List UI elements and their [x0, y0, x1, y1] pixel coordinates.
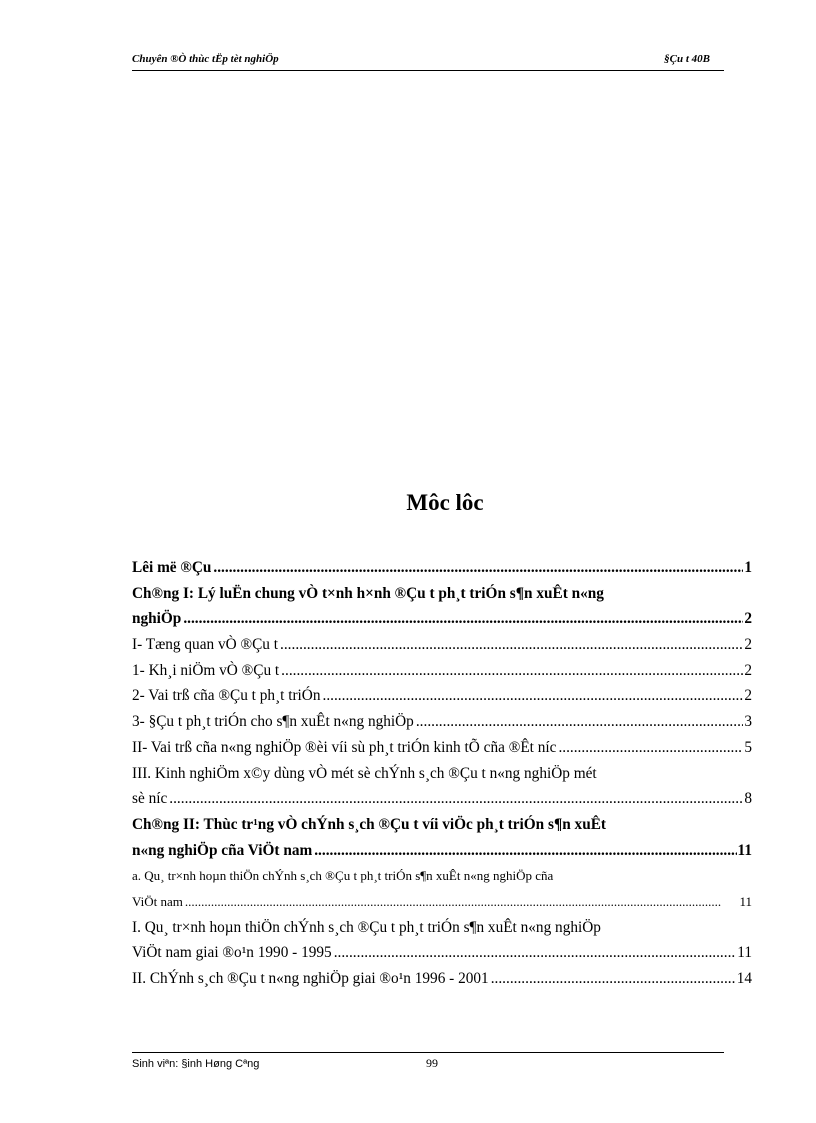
- page-header: [132, 52, 724, 71]
- toc-dot-leader: [183, 606, 743, 632]
- header-title: Chuyên ®Ò thùc tËp tèt nghiÖp: [132, 53, 279, 65]
- toc-page-number: 1: [744, 559, 752, 576]
- toc-entry-text: ViÖt nam: [132, 893, 183, 909]
- toc-entry: [132, 658, 752, 684]
- toc-entry: [132, 632, 752, 658]
- toc-dot-leader: [558, 735, 743, 761]
- toc-entry-text: a. Qu¸ tr×nh hoµn thiÖn chÝnh s¸ch ®Çu t ph¸t triÓn s¶n xuÊt n«ng nghiÖp cña: [132, 868, 554, 884]
- toc-dot-leader: [323, 683, 744, 709]
- toc-dot-leader: [169, 786, 743, 812]
- toc-entry: [132, 709, 752, 735]
- toc-page-number: 2: [744, 661, 752, 679]
- toc-dot-leader: [334, 940, 737, 966]
- toc-entry: [132, 940, 752, 966]
- toc-dot-leader: [416, 709, 744, 735]
- toc-dot-leader: [185, 889, 722, 915]
- toc-entry-text: Lêi më ®Çu: [132, 559, 212, 576]
- toc-dot-leader: [491, 966, 736, 992]
- toc-dot-leader: [314, 838, 736, 864]
- page-number: 99: [426, 1056, 438, 1070]
- toc-entry: [132, 863, 752, 889]
- toc-page-number: 2: [744, 687, 752, 705]
- toc-dot-leader: [280, 632, 743, 658]
- toc-page-number: 11: [739, 893, 752, 909]
- toc-entry: [132, 683, 752, 709]
- toc-dot-leader: [213, 555, 743, 581]
- toc-entry-text: 3- §Çu t ph¸t triÓn cho s¶n xuÊt n«ng nghiÖp: [132, 713, 414, 731]
- toc-entry: [132, 581, 752, 607]
- toc-entry: [132, 606, 752, 632]
- toc-dot-leader: [281, 658, 743, 684]
- toc-page-number: 8: [744, 790, 752, 808]
- toc-entry-text: nghiÖp: [132, 610, 182, 628]
- footer-author: Sinh viªn: §inh Høng Cªng: [132, 1058, 260, 1070]
- toc-entry-text: 2- Vai trß cña ®Çu t ph¸t triÓn: [132, 687, 321, 705]
- toc-entry-text: I- Tæng quan vÒ ®Çu t: [132, 636, 279, 654]
- toc-entry-text: Ch®ng I: Lý luËn chung vÒ t×nh h×nh ®Çu t ph¸t triÓn s¶n xuÊt n«ng: [132, 584, 604, 602]
- toc-entry: [132, 889, 752, 915]
- toc-entry: [132, 761, 752, 787]
- toc-entry: [132, 966, 752, 992]
- toc-page-number: 3: [744, 713, 752, 731]
- toc-entry: [132, 555, 752, 581]
- toc-page-number: 11: [737, 944, 752, 962]
- toc-page-number: 2: [744, 636, 752, 654]
- toc-entry-text: ViÖt nam giai ®o¹n 1990 - 1995: [132, 944, 332, 962]
- toc-entry-text: II. ChÝnh s¸ch ®Çu t n«ng nghiÖp giai ®o¹n 1996 - 2001: [132, 970, 489, 987]
- toc-entry-text: III. Kinh nghiÖm x©y dùng vÒ mét sè chÝnh s¸ch ®Çu t n«ng nghiÖp mét: [132, 764, 597, 782]
- toc-page-number: 14: [736, 970, 752, 987]
- toc-title: Môc lôc: [406, 490, 484, 515]
- toc-entry-text: n«ng nghiÖp cña ViÖt nam: [132, 841, 313, 859]
- toc-entry: [132, 838, 752, 864]
- toc-entry: [132, 812, 752, 838]
- header-class: §Çu t 40B: [664, 53, 710, 65]
- toc-entry: [132, 915, 752, 941]
- page-footer: [132, 1052, 724, 1075]
- toc-page-number: 11: [737, 841, 752, 859]
- table-of-contents: [132, 555, 752, 992]
- toc-entry: [132, 735, 752, 761]
- toc-page-number: 5: [744, 738, 752, 756]
- toc-entry-text: I. Qu¸ tr×nh hoµn thiÖn chÝnh s¸ch ®Çu t ph¸t triÓn s¶n xuÊt n«ng nghiÖp: [132, 918, 601, 936]
- toc-entry: [132, 786, 752, 812]
- toc-entry-text: 1- Kh¸i niÖm vÒ ®Çu t: [132, 661, 280, 679]
- toc-entry-text: Ch®ng II: Thùc tr¹ng vÒ chÝnh s¸ch ®Çu t víi viÖc ph¸t triÓn s¶n xuÊt: [132, 815, 607, 833]
- toc-entry-text: II- Vai trß cña n«ng nghiÖp ®èi víi sù ph¸t triÓn kinh tÕ cña ®Êt níc: [132, 738, 557, 756]
- toc-entry-text: sè níc: [132, 790, 168, 808]
- toc-page-number: 2: [744, 610, 752, 628]
